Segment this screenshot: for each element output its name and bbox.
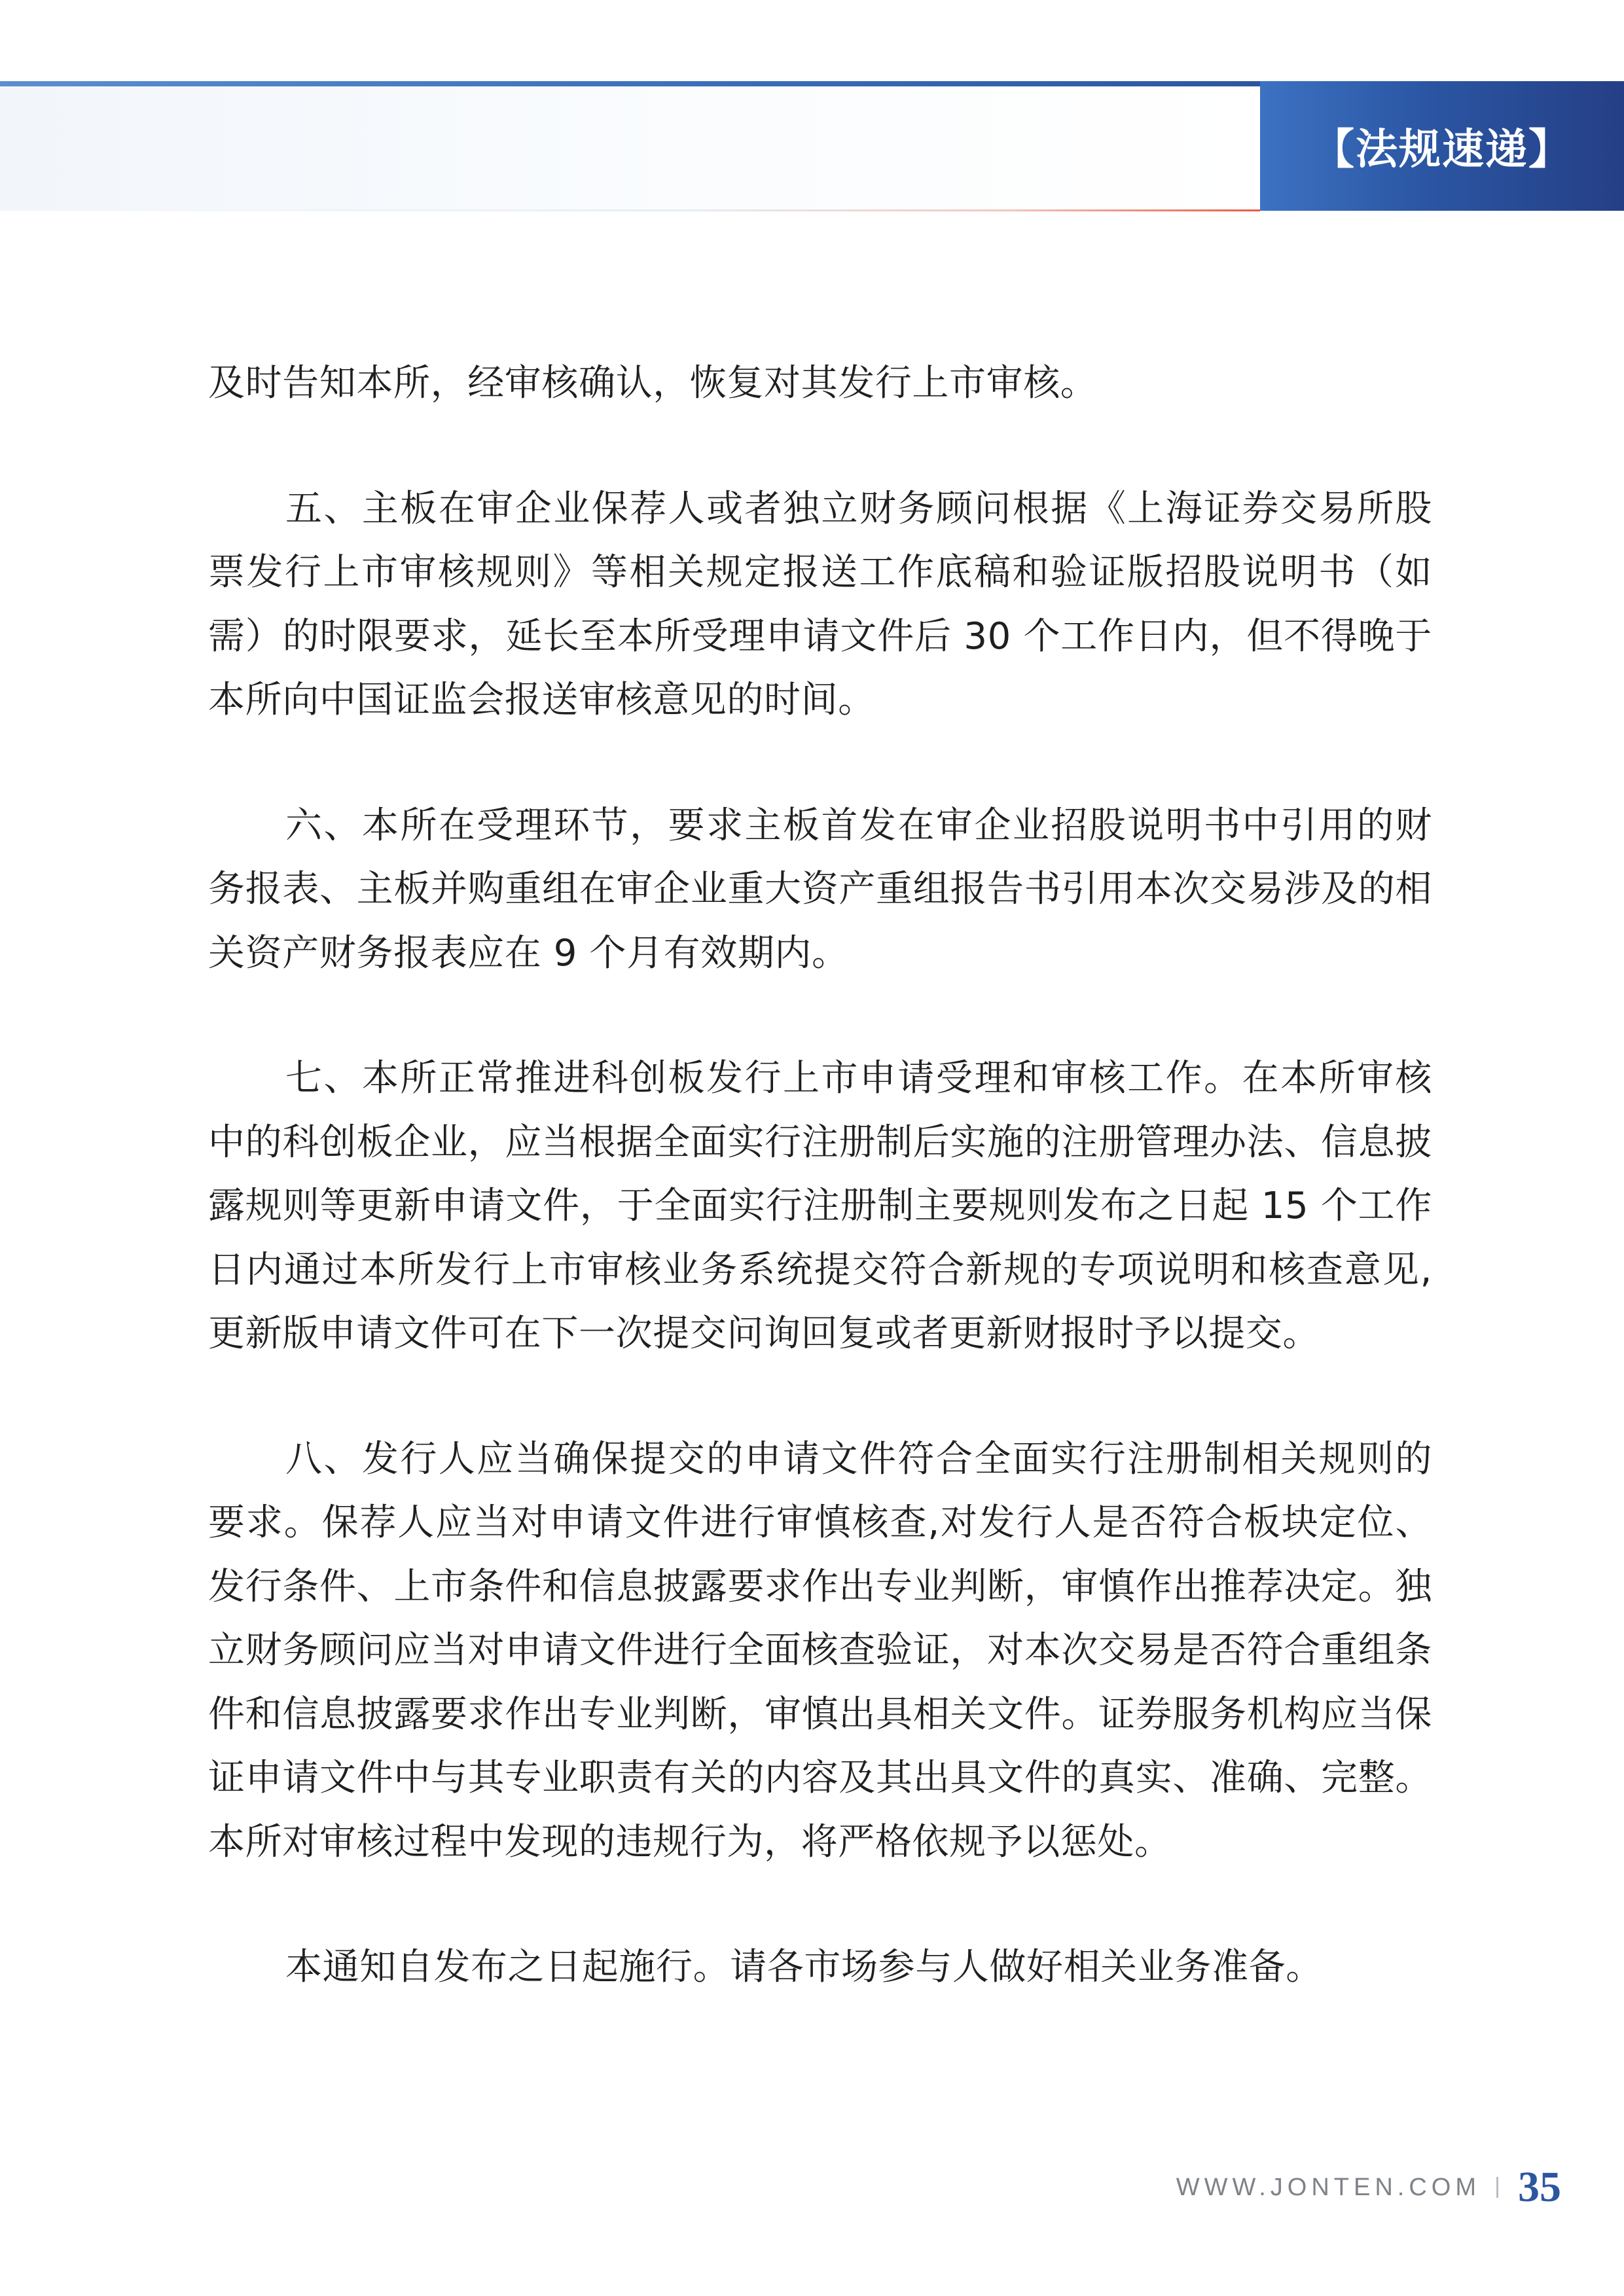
page-number: 35 [1518, 2163, 1561, 2211]
paragraph-item-5: 五、主板在审企业保荐人或者独立财务顾问根据《上海证券交易所股票发行上市审核规则》等相关规定报送工作底稿和验证版招股说明书（如需）的时限要求，延长至本所受理申请文件后 30 个工作日内，但不得晚于本所向中国证监会报送审核意见的时间。 [208, 487, 1432, 721]
footer-website: WWW.JONTEN.COM [1176, 2173, 1481, 2201]
section-label: 【法规速递】 [1312, 126, 1572, 174]
paragraph-continuation: 及时告知本所，经审核确认，恢复对其发行上市审核。 [208, 362, 1098, 404]
paragraph-item-8: 八、发行人应当确保提交的申请文件符合全面实行注册制相关规则的要求。保荐人应当对申请文件进行审慎核查,对发行人是否符合板块定位、发行条件、上市条件和信息披露要求作出专业判断，审慎作出推荐决定。独立财务顾问应当对申请文件进行全面核查验证，对本次交易是否符合重组条件和信息披露要求作出专业判断，审慎出具相关文件。证券服务机构应当保证申请文件中与其专业职责有关的内容及其出具文件的真实、准确、完整。本所对审核过程中发现的违规行为，将严格依规予以惩处。 [208, 1437, 1432, 1863]
section-tab [1260, 81, 1624, 211]
article-body [208, 351, 1432, 2061]
paragraph-closing: 本通知自发布之日起施行。请各市场参与人做好相关业务准备。 [285, 1946, 1323, 1988]
page-footer [1176, 2161, 1561, 2214]
header-top-line [0, 81, 1260, 86]
paragraph-item-6: 六、本所在受理环节，要求主板首发在审企业招股说明书中引用的财务报表、主板并购重组在审企业重大资产重组报告书引用本次交易涉及的相关资产财务报表应在 9 个月有效期内。 [208, 804, 1432, 975]
header-band [0, 86, 1260, 211]
paragraph-item-7: 七、本所正常推进科创板发行上市申请受理和审核工作。在本所审核中的科创板企业，应当根据全面实行注册制后实施的注册管理办法、信息披露规则等更新申请文件，于全面实行注册制主要规则发布之日起 15 个工作日内通过本所发行上市审核业务系统提交符合新规的专项说明和核查意见,更新版申请文件可在下一次提交问询回复或者更新财报时予以提交。 [208, 1057, 1432, 1355]
header-bottom-line [0, 209, 1260, 211]
footer-divider [1496, 2177, 1498, 2198]
